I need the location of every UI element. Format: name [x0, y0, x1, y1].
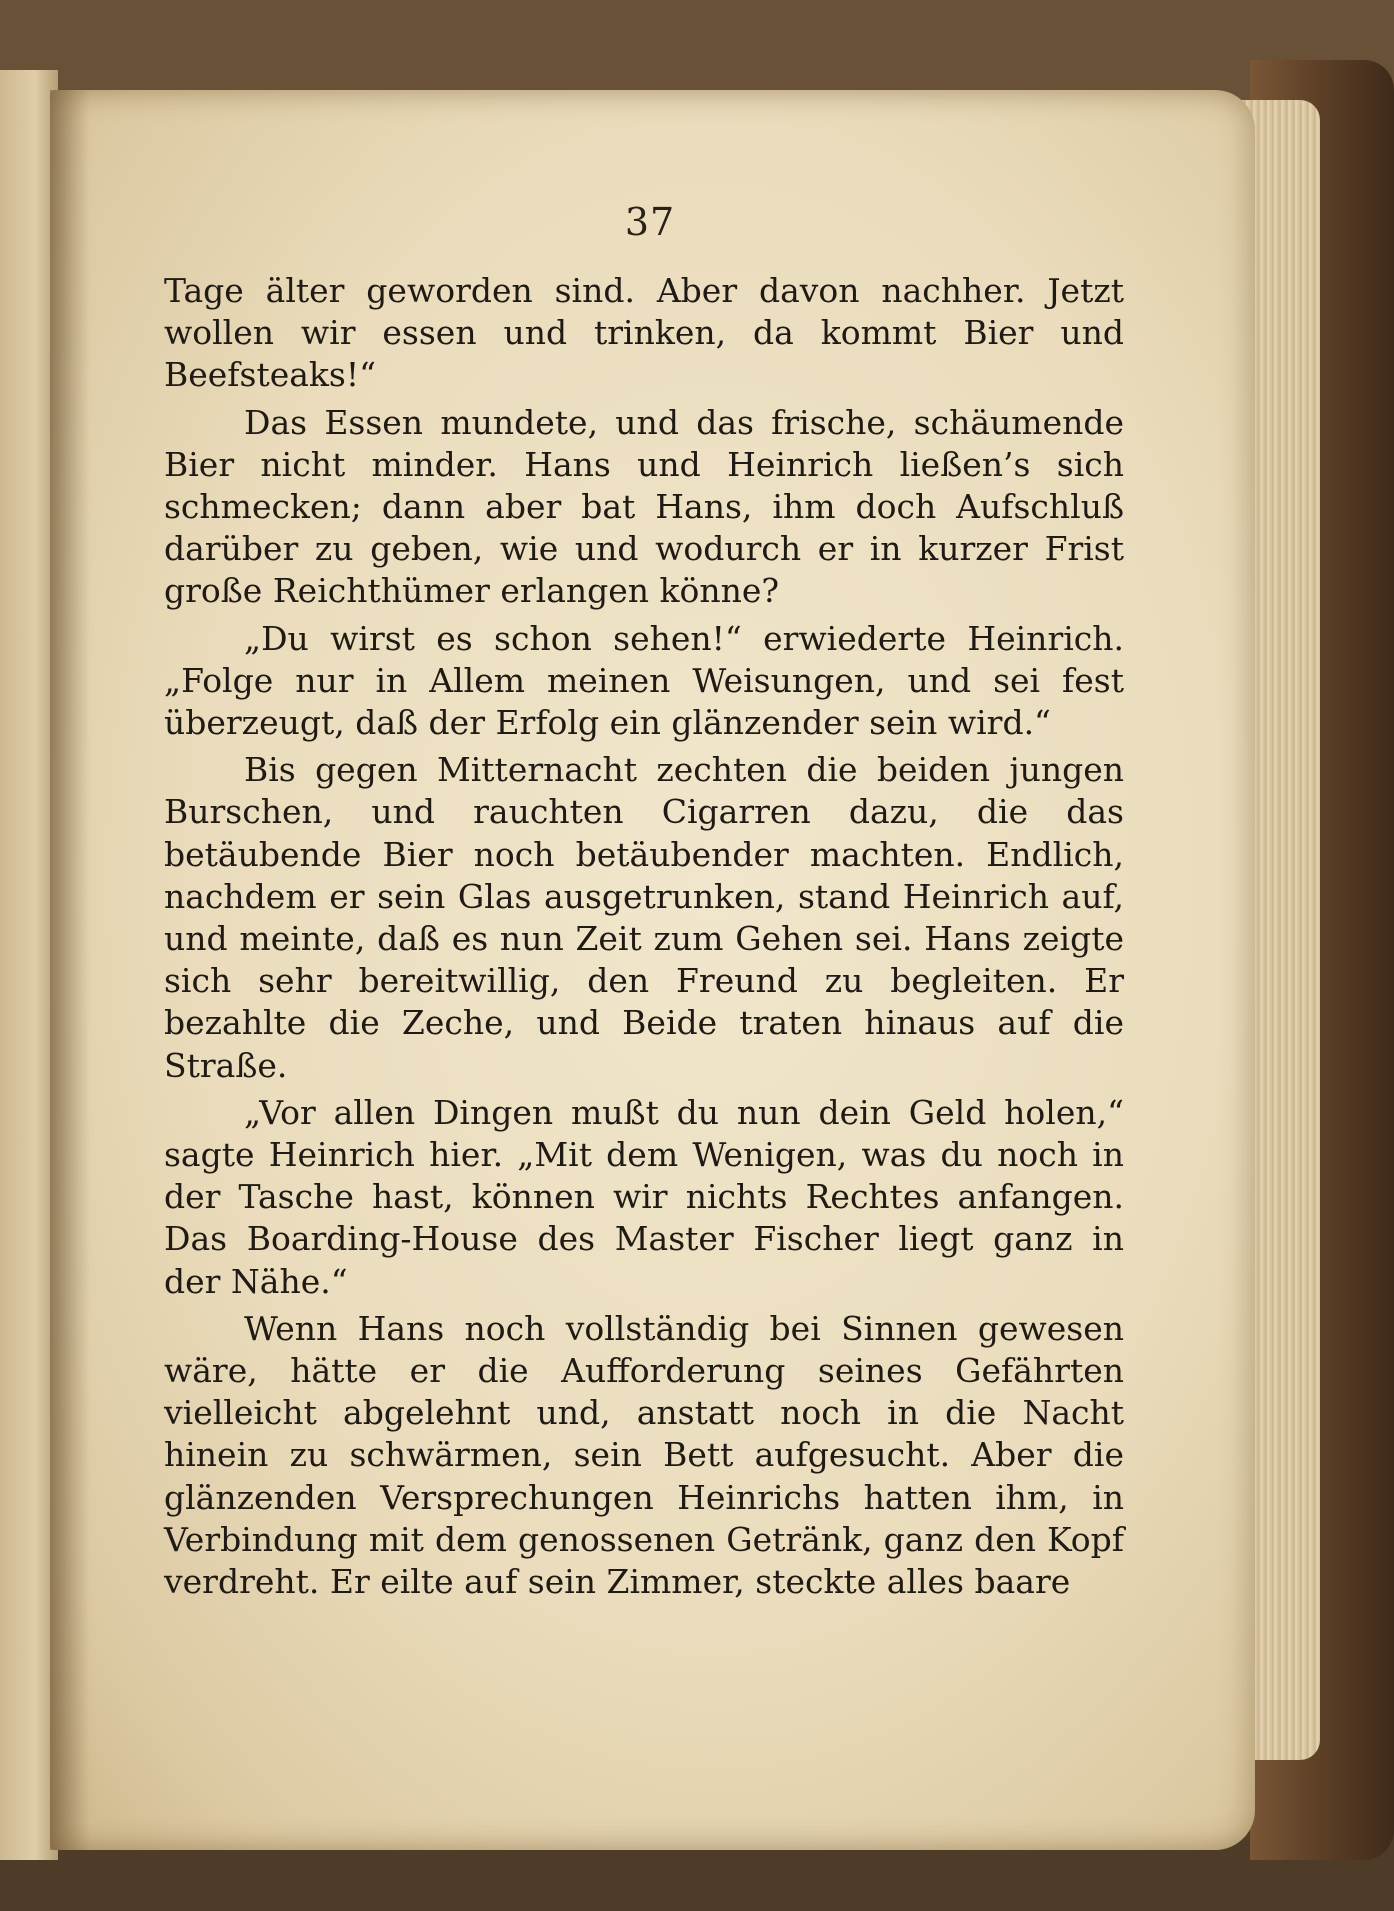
paragraph-1: Tage älter geworden sind. Aber davon nachher. Jetzt wollen wir essen und trinken, da kommt Bier und Beefsteaks!“	[164, 271, 1124, 395]
paragraph-5: „Vor allen Dingen mußt du nun dein Geld holen,“ sagte Heinrich hier. „Mit dem Wenigen, was du noch in der Tasche hast, können wir nichts Rechtes anfangen. Das Boarding-House des Master Fischer liegt ganz in der Nähe.“	[164, 1092, 1124, 1301]
paragraph-3: „Du wirst es schon sehen!“ erwiederte Heinrich. „Folge nur in Allem meinen Weisungen, und sei fest überzeugt, daß der Erfolg ein glänzender sein wird.“	[164, 618, 1124, 743]
paragraph-2: Das Essen mundete, und das frische, schäumende Bier nicht minder. Hans und Heinrich ließen’s sich schmecken; dann aber bat Hans, ihm doch Aufschluß darüber zu geben, wie und wodurch er in kurzer Frist große Reichthümer erlangen könne?	[164, 402, 1124, 611]
page-text-block	[164, 270, 1124, 1608]
page-gutter-shadow	[50, 90, 90, 1850]
paragraph-6: Wenn Hans noch vollständig bei Sinnen gewesen wäre, hätte er die Aufforderung seines Gefährten vielleicht abgelehnt und, anstatt noch in die Nacht hinein zu schwärmen, sein Bett aufgesucht. Aber die glänzenden Versprechungen Heinrichs hatten ihm, in Verbindung mit dem genossenen Getränk, ganz den Kopf verdreht. Er eilte auf sein Zimmer, steckte alles baare	[164, 1308, 1124, 1602]
page-number: 37	[624, 200, 676, 244]
paragraph-4: Bis gegen Mitternacht zechten die beiden jungen Burschen, und rauchten Cigarren dazu, die das betäubende Bier noch betäubender machten. Endlich, nachdem er sein Glas ausgetrunken, stand Heinrich auf, und meinte, daß es nun Zeit zum Gehen sei. Hans zeigte sich sehr bereitwillig, den Freund zu begleiten. Er bezahlte die Zeche, und Beide traten hinaus auf die Straße.	[164, 750, 1124, 1085]
